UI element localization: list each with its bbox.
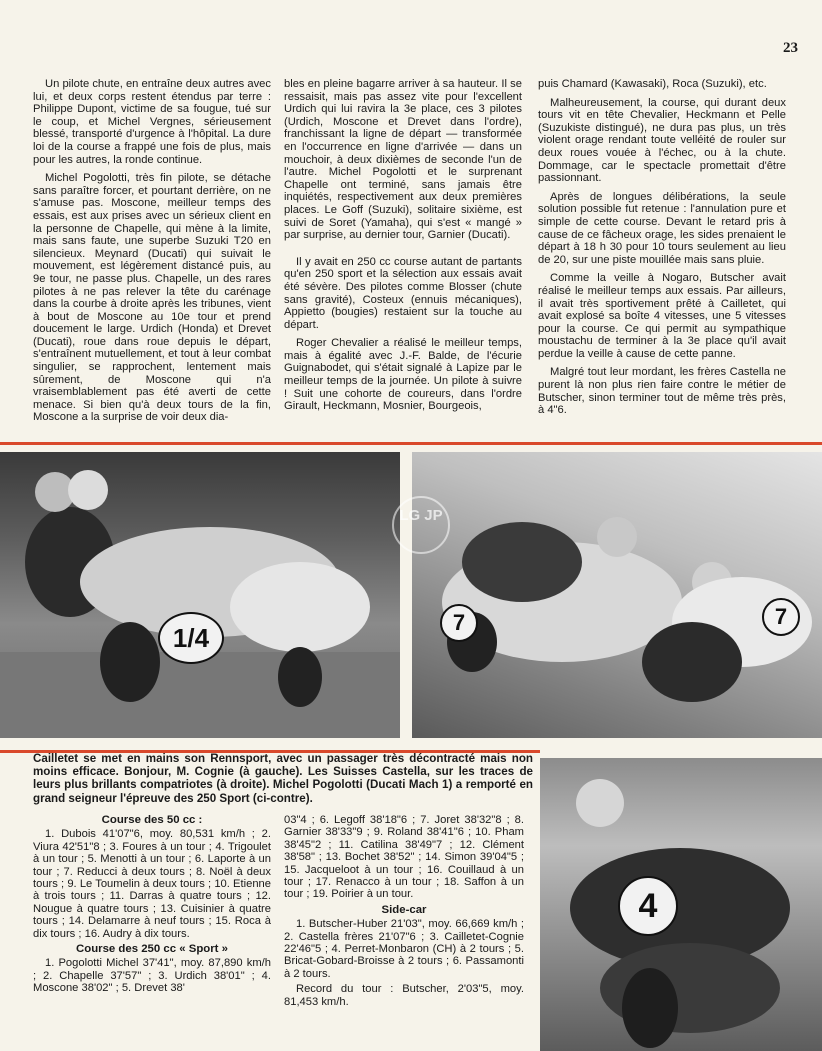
race-number-plate: 4 <box>618 876 678 936</box>
article-column-2 <box>284 78 522 419</box>
results-250cc: 1. Pogolotti Michel 37'41", moy. 87,890 km/h ; 2. Chapelle 37'57" ; 3. Urdich 38'01" ; 4. Moscone 38'02" ; 5. Drevet 38' <box>33 957 271 995</box>
results-sidecar: 1. Butscher-Huber 21'03", moy. 66,669 km/h ; 2. Castella frères 21'07"6 ; 3. Cailletet-Cognie 22'46"5 ; 4. Perret-Monbaron (CH) à 2 tours ; 5. Bricat-Gobard-Broisse à 2 tours ; 6. Passamonti à 2 tours. <box>284 918 524 980</box>
paragraph: Roger Chevalier a réalisé le meilleur temps, mais à égalité avec J.-F. Balde, de l'écurie Guignabodet, qui s'était signalé à Lapize par le meilleur temps de la journée. Un pilote à suivre ! Suit une cohorte de coureurs, dans l'ordre Girault, Heckmann, Mosnier, Bourgeois, <box>284 337 522 413</box>
paragraph: Après de longues délibérations, la seule solution possible fut retenue : l'annulation pure et simple de cette course. Devant le retard pris à cause de ce fâcheux orage, les sides prenaient le départ à 18 h 30 pour 10 tours seulement au lieu de 20, sur une piste mouillée mais sans pluie. <box>538 190 786 266</box>
results-heading-250cc: Course des 250 cc « Sport » <box>76 943 228 956</box>
paragraph: Michel Pogolotti, très fin pilote, se détache sans paraître forcer, et pourtant derrière, on ne s'amuse pas. Moscone, meilleur temps des essais, est aux prises avec un sérieux client en la personne de Chapelle, qui mène à la limite, mais sans faute, une superbe Suzuki T20 en silencieux. Meynard (Ducati) qui suivait le mouvement, est légèrement distancé puis, au 9e tour, ne passe plus. Chapelle, un des rares pilotes à ne pas relever la tête du carénage dans la courbe à droite après les tribunes, vient à bout de Moscone au 10e tour et prend doucement le large. Urdich (Honda) et Drevet (Ducati), roue dans roue depuis le départ, s'entraînent mutuellement, et tout à leur combat singulier, se rapprochent, lentement mais sûrement, de Moscone qui n'a vraisemblablement pas été averti de cette menace. Si bien qu'à deux tours de la fin, Moscone a la surprise de voir deux dia- <box>33 172 271 424</box>
results-heading-50cc: Course des 50 cc : <box>101 814 203 826</box>
paragraph: Malheureusement, la course, qui durant deux tours vit en tête Chevalier, Heckmann et Pelle (Suzukiste distingué), ne dura pas plus, un très violent orage rendant toute velléité de rouler sur deux roues vouée à l'échec, ou à la chute. Dommage, car le spectacle promettait d'être passionnant. <box>538 96 786 185</box>
paragraph: Comme la veille à Nogaro, Butscher avait réalisé le meilleur temps aux essais. Par ailleurs, il avait très sportivement prêté à Cailletet, qui avait explosé sa boîte 4 vitesses, une 5 vitesses pour la course. Ce qui permit au sympathique moustachu de terminer à la 3e place qu'il avait perdue la veille à cause de cette panne. <box>538 272 786 360</box>
results-column-1 <box>33 814 271 998</box>
race-number-plate: 1/4 <box>158 612 224 664</box>
race-number-plate: 7 <box>440 604 478 642</box>
paragraph: bles en pleine bagarre arriver à sa hauteur. Il se ressaisit, mais pas assez vite pour l'excellent Urdich qui lui ravira la 3e place, ces 3 pilotes (Urdich, Moscone et Drevet dans l'ordre), franchissant la ligne de départ — transformée en l'occurrence en ligne d'arrivée — dans un mouchoir, à deux dixièmes de seconde l'un de l'autre. Michel Pogolotti et le surprenant Chapelle ont terminé, sans jamais être inquiétés, respectivement aux deux premières places. Le Goff (Suzuki), solitaire sixième, est suivi de Soret (Yamaha), qui s'est « mangé » par surprise, au dernier tour, Garnier (Ducati). <box>284 78 522 242</box>
paragraph: Malgré tout leur mordant, les frères Castella ne purent là non plus rien faire contre le métier de Butscher, sinon terminer tout de même très près, à 4"6. <box>538 366 786 417</box>
sidecar-illustration <box>412 452 822 738</box>
results-column-2 <box>284 814 524 1011</box>
race-number-plate: 7 <box>762 598 800 636</box>
results-heading-sidecar: Side-car <box>381 903 427 916</box>
paragraph: Un pilote chute, en entraîne deux autres avec lui, et deux corps restent étendus par terre : Philippe Dupont, victime de sa fougue, tué sur le coup, et Michel Vergnes, sérieusement blessé, transporté d'urgence à l'hôpital. La dure loi de la course a frappé une fois de plus, mais pour les autres, la ronde continue. <box>33 78 271 166</box>
paragraph: Il y avait en 250 cc course autant de partants qu'en 250 sport et la sélection aux essais avait été sévère. Des pilotes comme Blosser (chute sans gravité), Costeux (ennuis mécaniques), Appietto (bougies) restaient sur la touche au départ. <box>284 255 522 331</box>
page-number: 23 <box>783 40 798 56</box>
motorcycle-illustration <box>540 758 822 1051</box>
watermark-logo: LG JP <box>392 496 450 554</box>
photo-sidecar-cailletet <box>0 452 400 738</box>
results-250cc-continued: 03"4 ; 6. Legoff 38'18"6 ; 7. Joret 38'32"8 ; 8. Garnier 38'33"9 ; 9. Roland 38'41"6 ; 10. Pham 38'45"2 ; 11. Catilina 38'49"7 ; 12. Clément 38'58" ; 13. Bochet 38'52" ; 14. Simon 39'04"5 ; 15. Jacqueloot à un tour ; 16. Couillaud à un tour ; 17. Renacco à un tour ; 18. Saffon à un tour ; 19. Poirier à un tour. <box>284 814 524 901</box>
divider-rule <box>0 442 822 445</box>
paragraph: puis Chamard (Kawasaki), Roca (Suzuki), etc. <box>538 78 767 90</box>
photo-pogolotti-ducati <box>540 758 822 1051</box>
photo-caption: Cailletet se met en mains son Rennsport, avec un passager très décontracté mais non moins efficace. Bonjour, M. Cognie (à gauche). Les Suisses Castella, sur les traces de leurs plus brillants compatriotes (à droite). Michel Pogolotti (Ducati Mach 1) a remporté en grand seigneur l'épreuve des 250 Sport (ci-contre). <box>33 752 533 805</box>
sidecar-illustration <box>0 452 400 738</box>
results-50cc: 1. Dubois 41'07"6, moy. 80,531 km/h ; 2. Viura 42'51"8 ; 3. Foures à un tour ; 4. Trigoulet à un tour ; 5. Menotti à un tour ; 6. Laporte à un tour ; 7. Reducci à deux tours ; 8. Noël à deux tours ; 9. Le Toumelin à deux tours ; 10. Etienne à trois tours ; 11. Darras à quatre tours ; 12. Nougue à quatre tours ; 13. Cuisinier à quatre tours ; 14. Delamarre à neuf tours ; 15. Roca à dix tours ; 16. Audry à dix tours. <box>33 828 271 940</box>
article-column-3 <box>538 78 786 423</box>
photo-sidecar-castella <box>412 452 822 738</box>
article-column-1 <box>33 78 271 430</box>
lap-record: Record du tour : Butscher, 2'03"5, moy. 81,453 km/h. <box>284 983 524 1008</box>
